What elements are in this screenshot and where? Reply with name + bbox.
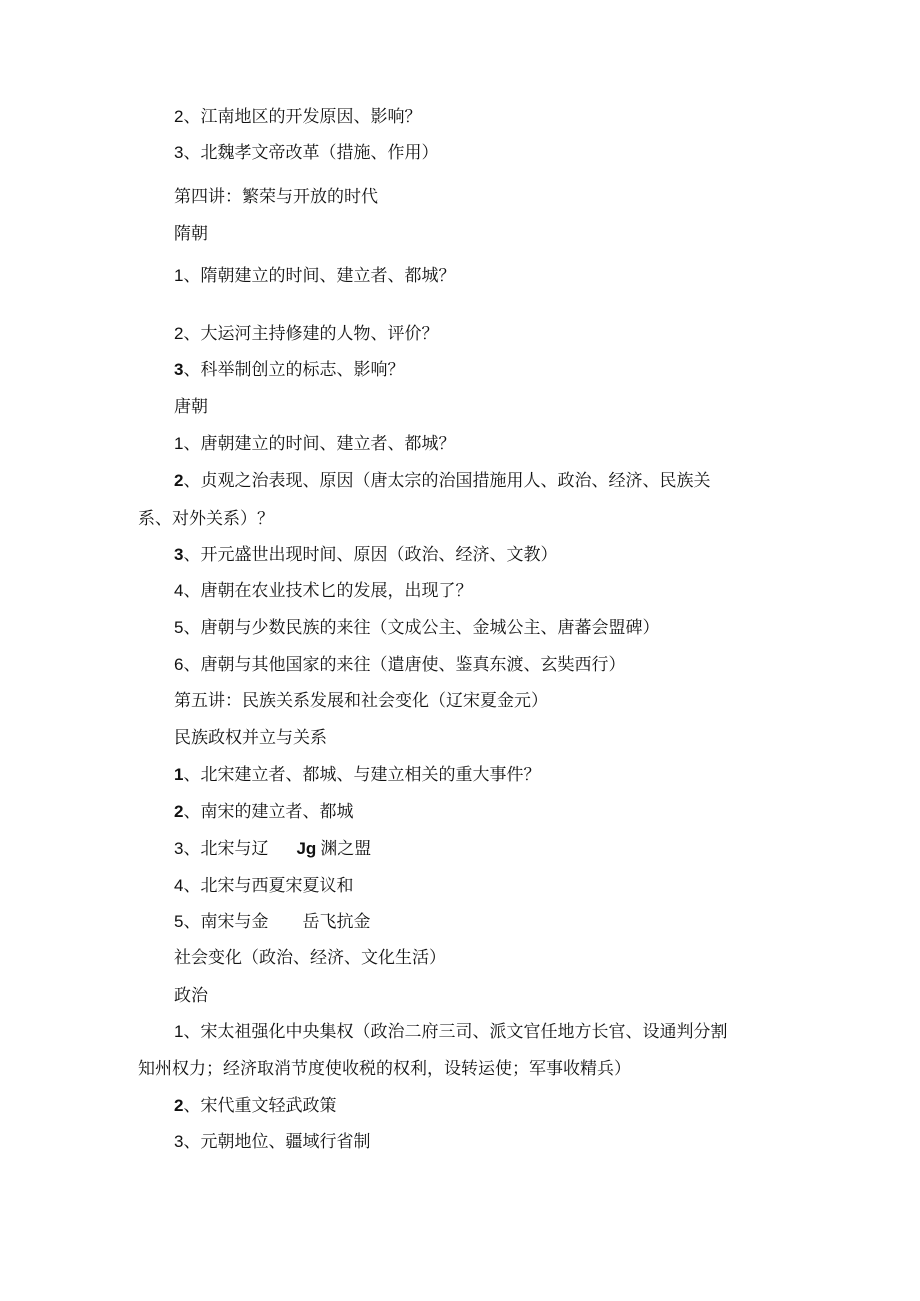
list-item	[174, 764, 540, 786]
item-text: 、南宋的建立者、都城	[183, 802, 354, 822]
item-number: 1	[174, 434, 184, 453]
item-text: 、南宋与金	[183, 912, 269, 932]
list-item	[174, 617, 659, 639]
continuation-line: 系、对外关系）？	[138, 509, 274, 529]
section-heading: 第五讲：民族关系发展和社会变化（辽宋夏金元）	[174, 691, 548, 711]
list-item	[174, 838, 371, 860]
list-item	[174, 1021, 727, 1043]
list-item	[174, 580, 472, 602]
item-text: 、北魏孝文帝改革（措施、作用）	[183, 143, 439, 163]
item-text: 、科举制创立的标志、影响？	[183, 360, 405, 380]
item-text: 、江南地区的开发原因、影响？	[183, 107, 422, 127]
item-number: 2	[174, 107, 184, 126]
list-item	[174, 433, 455, 455]
item-number: 3	[174, 1132, 184, 1151]
item-number: 4	[174, 876, 184, 895]
item-number: 1	[174, 266, 184, 285]
item-text: 、唐朝建立的时间、建立者、都城？	[183, 434, 456, 454]
item-text: 、元朝地位、疆域行省制	[183, 1132, 371, 1152]
subsection-heading: 社会变化（政治、经济、文化生活）	[174, 948, 446, 968]
item-number: 3	[174, 839, 184, 858]
section-heading: 第四讲：繁荣与开放的时代	[174, 187, 378, 207]
item-text: 、唐朝在农业技术匕的发展，出现了？	[183, 581, 473, 601]
list-item	[174, 470, 710, 492]
item-number: 3	[174, 360, 184, 379]
list-item	[174, 801, 353, 823]
subsection-heading: 唐朝	[174, 397, 208, 417]
item-number: 2	[174, 471, 184, 490]
item-number: 1	[174, 1022, 184, 1041]
item-text: 、宋代重文轻武政策	[183, 1096, 337, 1116]
item-text-cont: 渊之盟	[320, 839, 372, 859]
list-item	[174, 1095, 336, 1117]
list-item	[174, 654, 625, 676]
item-text: 、唐朝与其他国家的来往（遣唐使、鉴真东渡、玄奘西行）	[183, 655, 626, 675]
subsection-heading: 民族政权并立与关系	[174, 728, 327, 748]
item-number: 2	[174, 802, 184, 821]
item-text: 、宋太祖强化中央集权（政治二府三司、派文官任地方长官、设通判分割	[183, 1022, 728, 1042]
item-text: 、隋朝建立的时间、建立者、都城？	[183, 266, 456, 286]
list-item	[174, 875, 353, 897]
list-item	[174, 265, 455, 287]
item-text: 、大运河主持修建的人物、评价？	[183, 324, 439, 344]
item-text-cont: 岳飞抗金	[302, 912, 371, 932]
item-latin: Jg	[296, 839, 317, 858]
item-number: 4	[174, 581, 184, 600]
item-text: 、贞观之治表现、原因（唐太宗的治国措施用人、政治、经济、民族关	[183, 471, 711, 491]
list-item	[174, 142, 438, 164]
item-text: 、唐朝与少数民族的来往（文成公主、金城公主、唐蕃会盟碑）	[183, 618, 660, 638]
item-text: 、北宋与西夏宋夏议和	[183, 876, 354, 896]
item-text: 、北宋与辽	[183, 839, 269, 859]
item-text: 、北宋建立者、都城、与建立相关的重大事件？	[183, 765, 541, 785]
subsection-heading: 政治	[174, 986, 208, 1006]
list-item	[174, 544, 557, 566]
list-item	[174, 911, 370, 933]
list-item	[174, 106, 421, 128]
item-number: 2	[174, 1096, 184, 1115]
list-item	[174, 359, 404, 381]
item-text: 、开元盛世出现时间、原因（政治、经济、文教）	[183, 545, 558, 565]
item-number: 3	[174, 143, 184, 162]
subsection-heading: 隋朝	[174, 224, 208, 244]
item-number: 6	[174, 655, 184, 674]
item-number: 3	[174, 545, 184, 564]
item-number: 2	[174, 324, 184, 343]
item-number: 5	[174, 912, 184, 931]
continuation-line: 知州权力；经济取消节度使收税的权利，设转运使；军事收精兵）	[138, 1059, 631, 1079]
list-item	[174, 1131, 370, 1153]
item-number: 1	[174, 765, 184, 784]
list-item	[174, 323, 438, 345]
item-number: 5	[174, 618, 184, 637]
